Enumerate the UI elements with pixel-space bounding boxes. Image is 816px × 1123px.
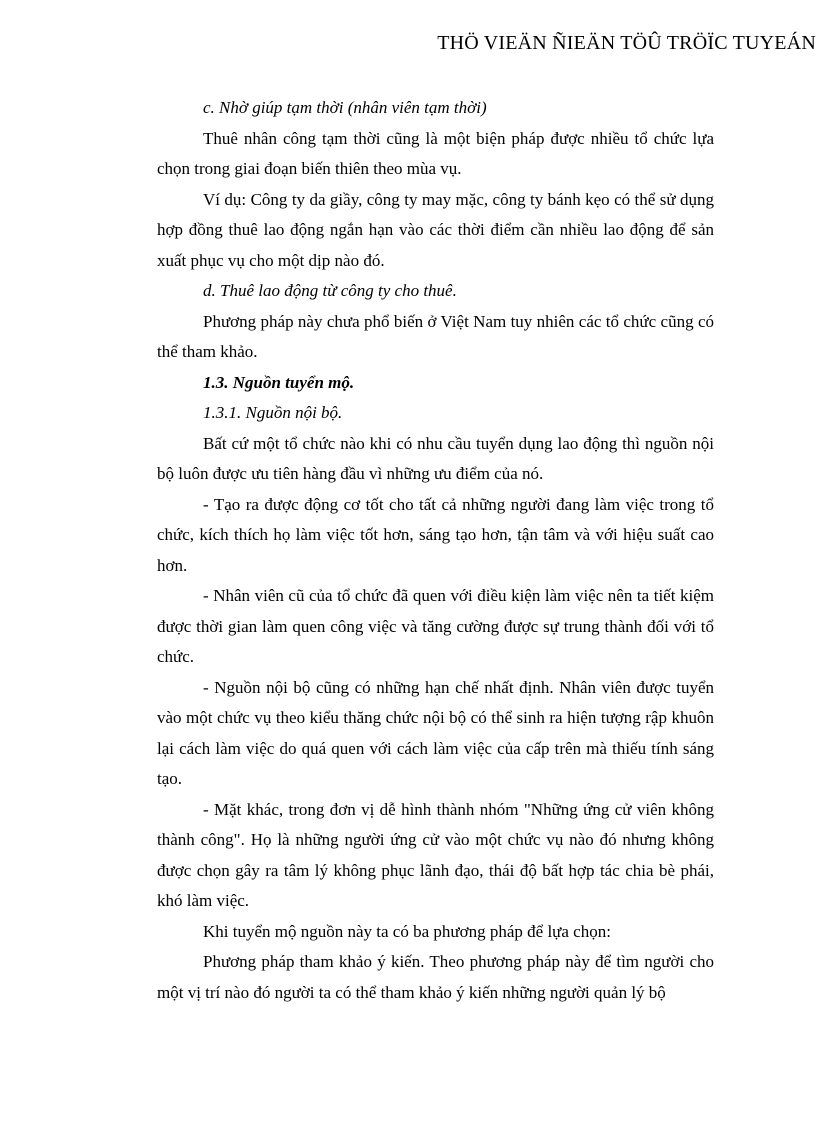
paragraph-heading-lease: d. Thuê lao động từ công ty cho thuê.: [203, 281, 457, 300]
paragraph: Thuê nhân công tạm thời cũng là một biện pháp được nhiều tổ chức lựa chọn trong giai đoạn biến thiên theo mùa vụ.: [157, 128, 714, 178]
paragraph: Phương pháp này chưa phổ biến ở Việt Nam tuy nhiên các tổ chức cũng có thể tham khảo.: [157, 311, 714, 361]
document-body: [157, 93, 714, 1008]
paragraph: - Nhân viên cũ của tổ chức đã quen với điều kiện làm việc nên ta tiết kiệm được thời gian làm quen công việc và tăng cường được sự trung thành đối với tổ chức.: [157, 586, 714, 666]
subsection-heading: 1.3.1. Nguồn nội bộ.: [203, 403, 343, 422]
paragraph: Bất cứ một tổ chức nào khi có nhu cầu tuyển dụng lao động thì nguồn nội bộ luôn được ưu tiên hàng đầu vì những ưu điểm của nó.: [157, 433, 714, 483]
paragraph-heading-temp-help: c. Nhờ giúp tạm thời (nhân viên tạm thời): [203, 98, 487, 117]
paragraph: Phương pháp tham khảo ý kiến. Theo phương pháp này để tìm người cho một vị trí nào đó người ta có thể tham khảo ý kiến những người quản lý bộ: [157, 952, 714, 1002]
paragraph: Khi tuyển mộ nguồn này ta có ba phương pháp để lựa chọn:: [203, 921, 611, 941]
paragraph: Ví dụ: Công ty da giầy, công ty may mặc, công ty bánh kẹo có thể sử dụng hợp đồng thuê lao động ngắn hạn vào các thời điểm cần nhiều lao động để sản xuất phục vụ cho một dịp nào đó.: [157, 189, 714, 270]
paragraph: - Nguồn nội bộ cũng có những hạn chế nhất định. Nhân viên được tuyển vào một chức vụ theo kiểu thăng chức nội bộ có thể sinh ra hiện tượng rập khuôn lại cách làm việc do quá quen với cách làm việc của cấp trên mà thiếu tính sáng tạo.: [157, 677, 714, 788]
paragraph: - Tạo ra được động cơ tốt cho tất cả những người đang làm việc trong tổ chức, kích thích họ làm việc tốt hơn, sáng tạo hơn, tận tâm và với hiệu suất cao hơn.: [157, 494, 714, 575]
paragraph: - Mặt khác, trong đơn vị dễ hình thành nhóm "Những ứng cử viên không thành công". Họ là những người ứng cử vào một chức vụ nào đó nhưng không được chọn gây ra tâm lý không phục lãnh đạo, thái độ bất hợp tác chia bè phái, khó làm việc.: [157, 799, 714, 910]
section-heading: 1.3. Nguồn tuyển mộ.: [203, 372, 355, 392]
header-watermark: THÖ VIEÄN ÑIEÄN TÖÛ TRÖÏC TUYEÁN: [437, 32, 816, 54]
